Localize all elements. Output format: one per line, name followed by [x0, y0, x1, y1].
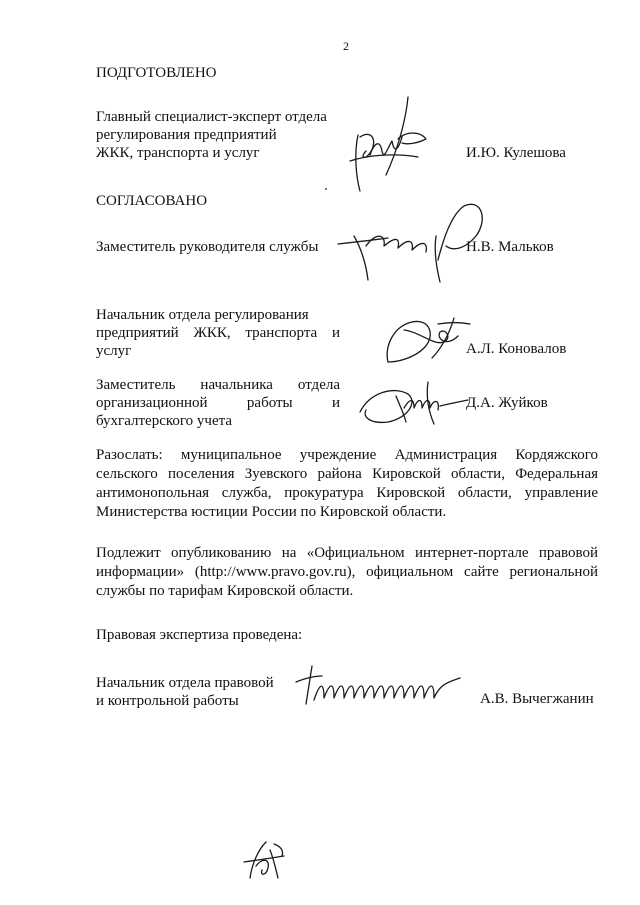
publication-line-1: Подлежит опубликованию на «Официальном интернет-портале правовой [96, 545, 598, 561]
signature-kuleshova [348, 95, 432, 195]
prepared-name: И.Ю. Кулешова [466, 145, 566, 161]
legal-position-line-1: Начальник отдела правовой [96, 675, 274, 691]
signature-konovalov [380, 312, 472, 368]
dept-head-position-line-1: Начальник отдела регулирования [96, 307, 309, 323]
initials-mark [240, 836, 288, 884]
deputy-dept-head-position-line-1: Заместитель начальника отдела [96, 377, 340, 393]
prepared-position-line-2: регулирования предприятий [96, 127, 277, 143]
signature-zhuikov [356, 378, 472, 428]
deputy-head-position: Заместитель руководителя службы [96, 239, 319, 255]
dept-head-position-line-3: услуг [96, 343, 132, 359]
deputy-dept-head-position-line-2: организационной работы и [96, 395, 340, 411]
prepared-position-line-3: ЖКК, транспорта и услуг [96, 145, 260, 161]
prepared-heading: ПОДГОТОВЛЕНО [96, 65, 217, 81]
legal-position-line-2: и контрольной работы [96, 693, 239, 709]
dept-head-position-line-2: предприятий ЖКК, транспорта и [96, 325, 340, 341]
legal-name: А.В. Вычегжанин [480, 691, 594, 707]
distribution-line-2: сельского поселения Зуевского района Кировской области, Федеральная [96, 466, 598, 482]
deputy-dept-head-name: Д.А. Жуйков [466, 395, 548, 411]
scan-speck [325, 188, 327, 190]
publication-line-3: службы по тарифам Кировской области. [96, 583, 354, 599]
signature-vychegzhanin [292, 660, 464, 712]
distribution-line-3: антимонопольная служба, прокуратура Кировской области, управление [96, 485, 598, 501]
distribution-line-4: Министерства юстиции России по Кировской области. [96, 504, 447, 520]
distribution-line-1: Разослать: муниципальное учреждение Администрация Кордяжского [96, 447, 598, 463]
prepared-position-line-1: Главный специалист-эксперт отдела [96, 109, 327, 125]
page-number: 2 [343, 39, 349, 53]
dept-head-name: А.Л. Коновалов [466, 341, 567, 357]
legal-statement: Правовая экспертиза проведена: [96, 627, 303, 643]
agreed-heading: СОГЛАСОВАНО [96, 193, 208, 209]
deputy-head-name: Н.В. Мальков [466, 239, 554, 255]
publication-line-2: информации» (http://www.pravo.gov.ru), официальном сайте региональной [96, 564, 598, 580]
deputy-dept-head-position-line-3: бухгалтерского учета [96, 413, 233, 429]
